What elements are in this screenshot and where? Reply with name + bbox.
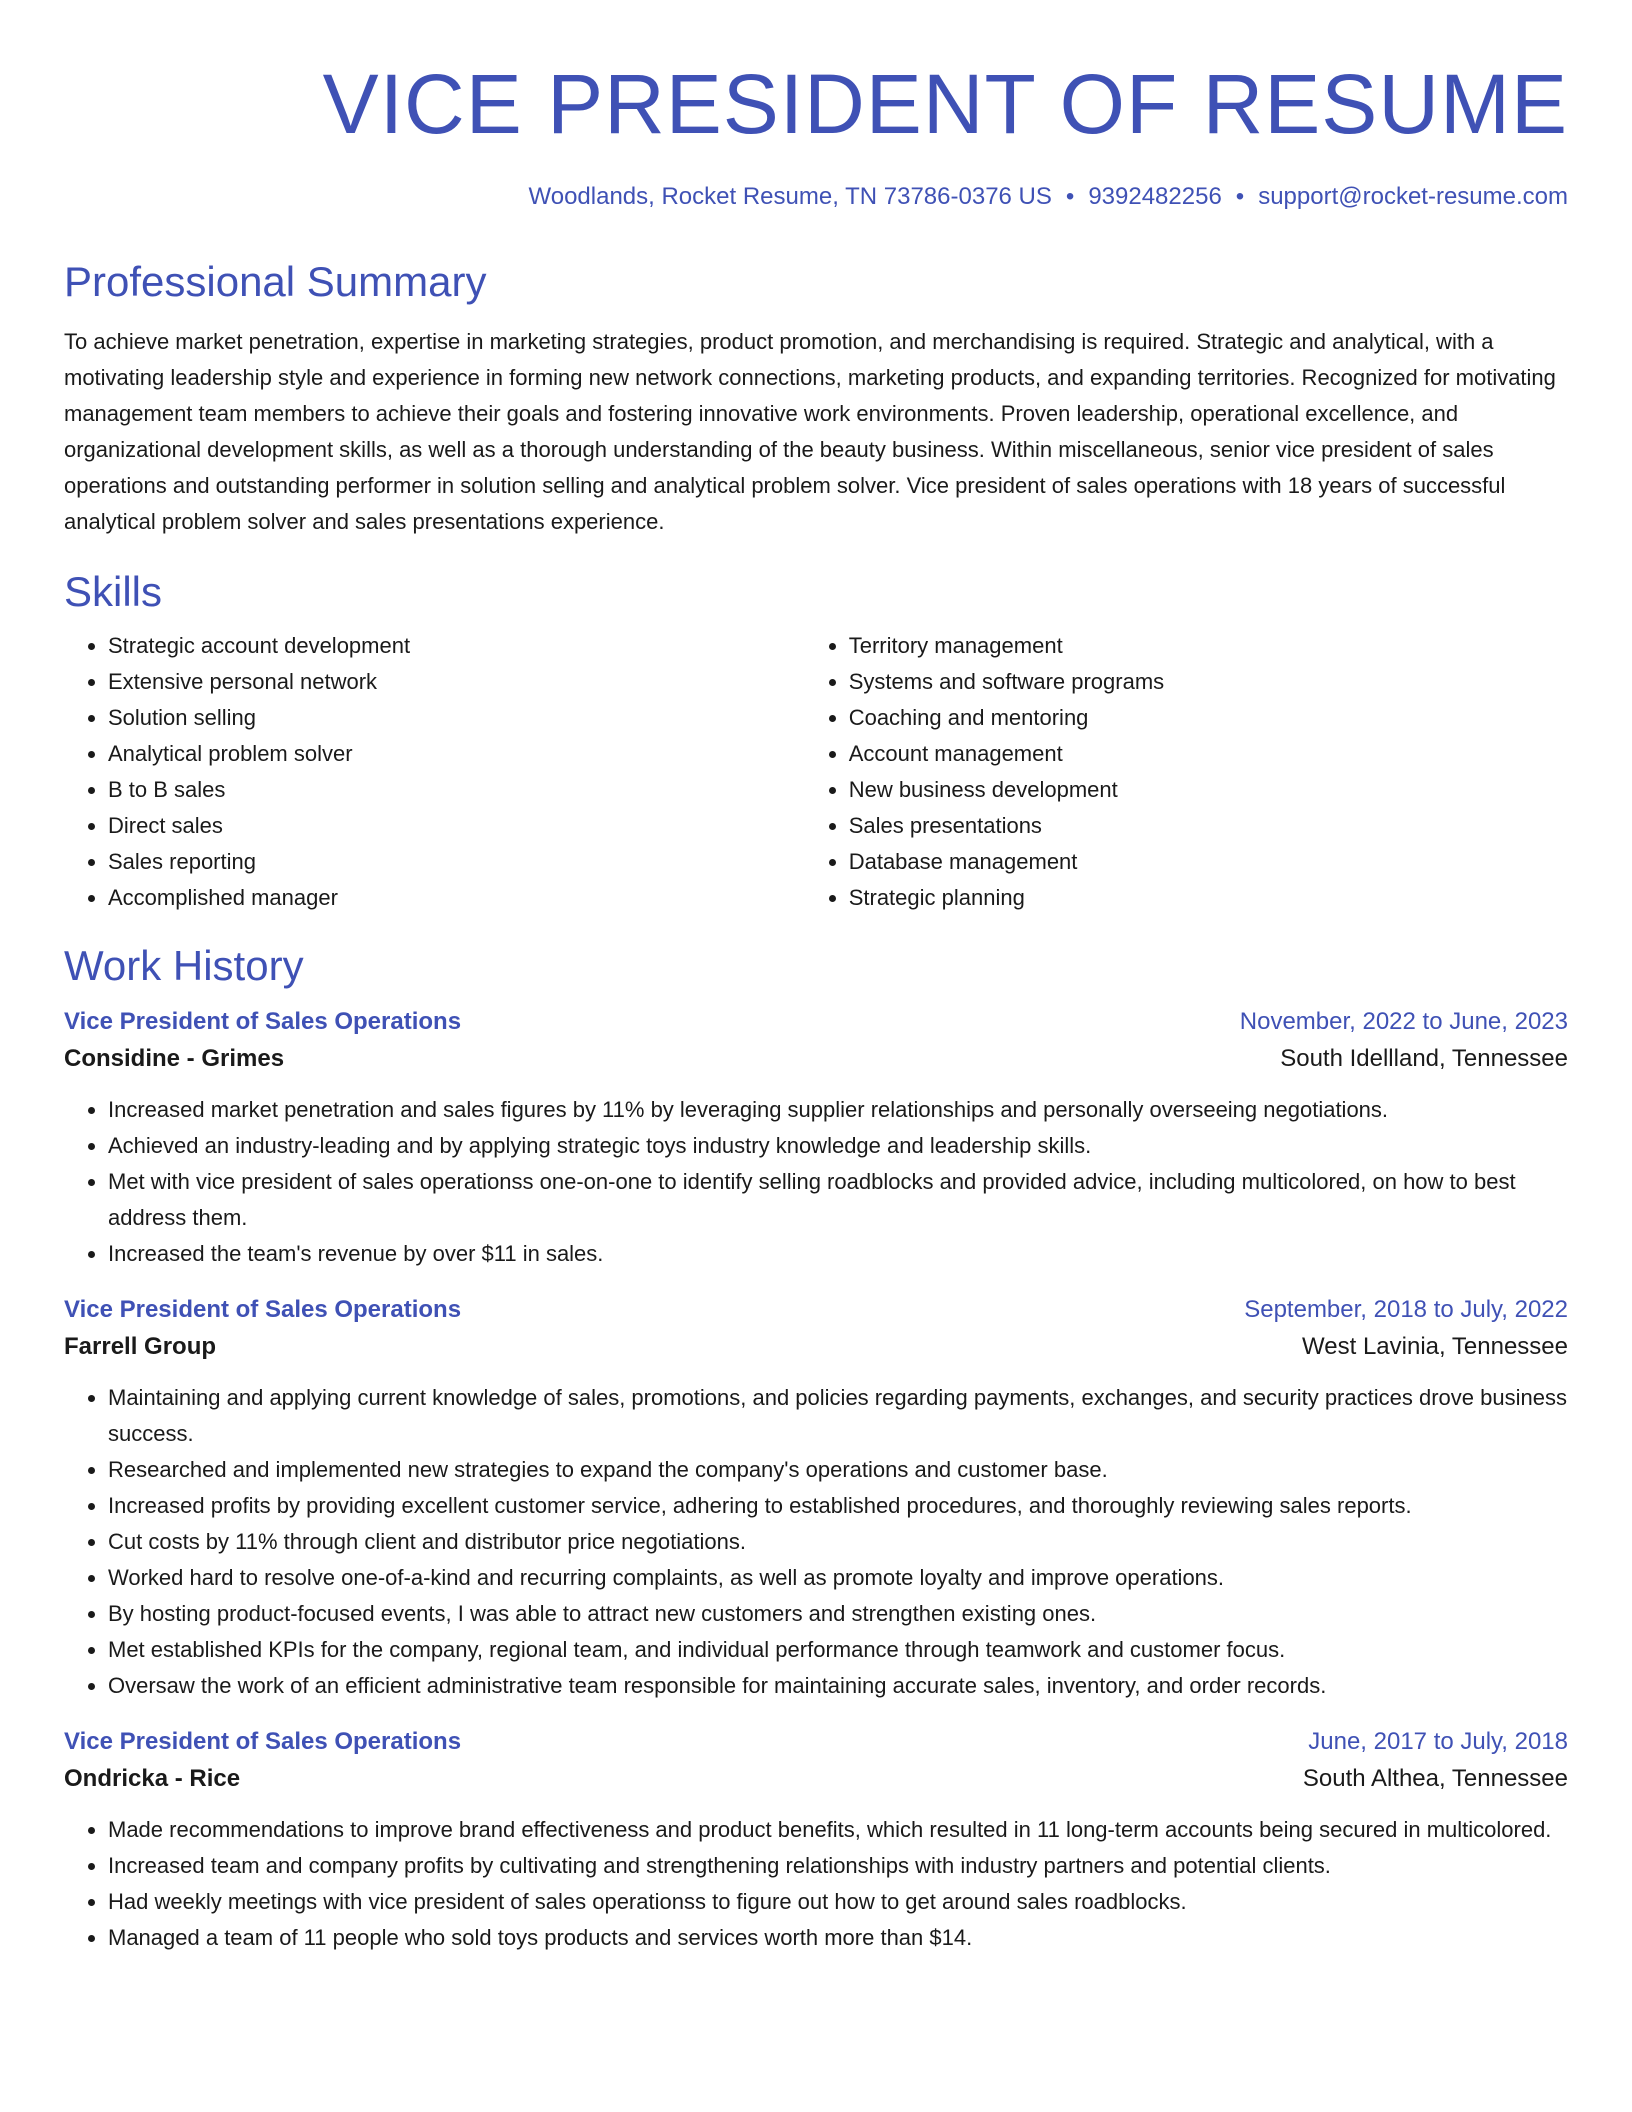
- job-title: Vice President of Sales Operations: [64, 1296, 462, 1323]
- job-bullet: • Cut costs by 11% through client and distributor price negotiations.: [108, 1524, 1568, 1560]
- job-bullet: • Made recommendations to improve brand effectiveness and product benefits, which resulted in 11 long-term accounts being secured in multicolored.: [108, 1812, 1568, 1848]
- skill-item: • Sales reporting: [108, 844, 805, 880]
- skill-item: • Strategic account development: [108, 628, 805, 664]
- skill-item: • Strategic planning: [849, 880, 1568, 916]
- job-title: Vice President of Sales Operations: [64, 1008, 462, 1035]
- skill-item: • New business development: [849, 772, 1568, 808]
- resume-page: [64, 0, 1568, 1956]
- job-bullet: • Increased profits by providing excellent customer service, adhering to established procedures, and thoroughly reviewing sales reports.: [108, 1488, 1568, 1524]
- skills-column-right: [805, 628, 1568, 916]
- skill-item: • Territory management: [849, 628, 1568, 664]
- job-dates: November, 2022 to June, 2023: [1239, 1008, 1568, 1035]
- job-bullet: • Increased market penetration and sales figures by 11% by leveraging supplier relationships and personally overseeing negotiations.: [108, 1092, 1568, 1128]
- job-bullets: [64, 1812, 1568, 1956]
- job-company: Ondricka - Rice: [64, 1765, 241, 1792]
- job-dates: June, 2017 to July, 2018: [1308, 1728, 1568, 1755]
- job-dates: September, 2018 to July, 2022: [1244, 1296, 1568, 1323]
- contact-separator: •: [1065, 183, 1075, 210]
- job-bullet: • Achieved an industry-leading and by applying strategic toys industry knowledge and leadership skills.: [108, 1128, 1568, 1164]
- skill-item: • Analytical problem solver: [108, 736, 805, 772]
- job-company: Considine - Grimes: [64, 1045, 285, 1072]
- job-bullet: • Had weekly meetings with vice president of sales operationss to figure out how to get around sales roadblocks.: [108, 1884, 1568, 1920]
- job-bullet: • Managed a team of 11 people who sold toys products and services worth more than $14.: [108, 1920, 1568, 1956]
- job-bullet: • Increased team and company profits by cultivating and strengthening relationships with industry partners and potential clients.: [108, 1848, 1568, 1884]
- job-bullet: • By hosting product-focused events, I was able to attract new customers and strengthen existing ones.: [108, 1596, 1568, 1632]
- summary-text: To achieve market penetration, expertise in marketing strategies, product promotion, and merchandising is required. Strategic and analytical, with a motivating leadership style and experience in forming new network connections, marketing products, and expanding territories. Recognized for motivating management team members to achieve their goals and fostering innovative work environments. Proven leadership, operational excellence, and organizational development skills, as well as a thorough understanding of the beauty business. Within miscellaneous, senior vice president of sales operations and outstanding performer in solution selling and analytical problem solver. Vice president of sales operations with 18 years of successful analytical problem solver and sales presentations experience.: [64, 329, 1556, 534]
- job-entry: [64, 1724, 1568, 1956]
- skill-item: • B to B sales: [108, 772, 805, 808]
- work-history-heading: Work History: [64, 942, 304, 989]
- skill-item: • Accomplished manager: [108, 880, 805, 916]
- job-location: West Lavinia, Tennessee: [1302, 1333, 1568, 1360]
- job-entry: [64, 1004, 1568, 1272]
- job-bullets: [64, 1092, 1568, 1272]
- job-bullet: • Increased the team's revenue by over $11 in sales.: [108, 1236, 1568, 1272]
- job-title: Vice President of Sales Operations: [64, 1728, 462, 1755]
- resume-name: VICE PRESIDENT OF RESUME: [322, 57, 1568, 151]
- skill-item: • Solution selling: [108, 700, 805, 736]
- job-location: South Idellland, Tennessee: [1280, 1045, 1568, 1072]
- job-bullet: • Worked hard to resolve one-of-a-kind and recurring complaints, as well as promote loyalty and improve operations.: [108, 1560, 1568, 1596]
- skill-item: • Database management: [849, 844, 1568, 880]
- skill-item: • Sales presentations: [849, 808, 1568, 844]
- job-entry: [64, 1292, 1568, 1704]
- job-company: Farrell Group: [64, 1333, 217, 1360]
- contact-phone: 9392482256: [1088, 183, 1222, 210]
- job-bullet: • Met established KPIs for the company, regional team, and individual performance through teamwork and customer focus.: [108, 1632, 1568, 1668]
- contact-address: Woodlands, Rocket Resume, TN 73786-0376 US: [528, 183, 1052, 210]
- job-bullet: • Oversaw the work of an efficient administrative team responsible for maintaining accurate sales, inventory, and order records.: [108, 1668, 1568, 1704]
- contact-line: [64, 180, 1568, 214]
- job-bullet: • Researched and implemented new strategies to expand the company's operations and customer base.: [108, 1452, 1568, 1488]
- skill-item: • Direct sales: [108, 808, 805, 844]
- skills-list: [64, 628, 1568, 916]
- skill-item: • Coaching and mentoring: [849, 700, 1568, 736]
- job-location: South Althea, Tennessee: [1302, 1765, 1568, 1792]
- contact-separator: •: [1235, 183, 1245, 210]
- skill-item: • Account management: [849, 736, 1568, 772]
- skills-heading: Skills: [64, 568, 163, 615]
- skill-item: • Extensive personal network: [108, 664, 805, 700]
- contact-email: support@rocket-resume.com: [1258, 183, 1568, 210]
- job-bullet: • Met with vice president of sales operationss one-on-one to identify selling roadblocks and provided advice, including multicolored, on how to best address them.: [108, 1164, 1568, 1236]
- summary-heading: Professional Summary: [64, 258, 487, 305]
- job-bullet: • Maintaining and applying current knowledge of sales, promotions, and policies regarding payments, exchanges, and security practices drove business success.: [108, 1380, 1568, 1452]
- skill-item: • Systems and software programs: [849, 664, 1568, 700]
- skills-column-left: [64, 628, 805, 916]
- job-bullets: [64, 1380, 1568, 1704]
